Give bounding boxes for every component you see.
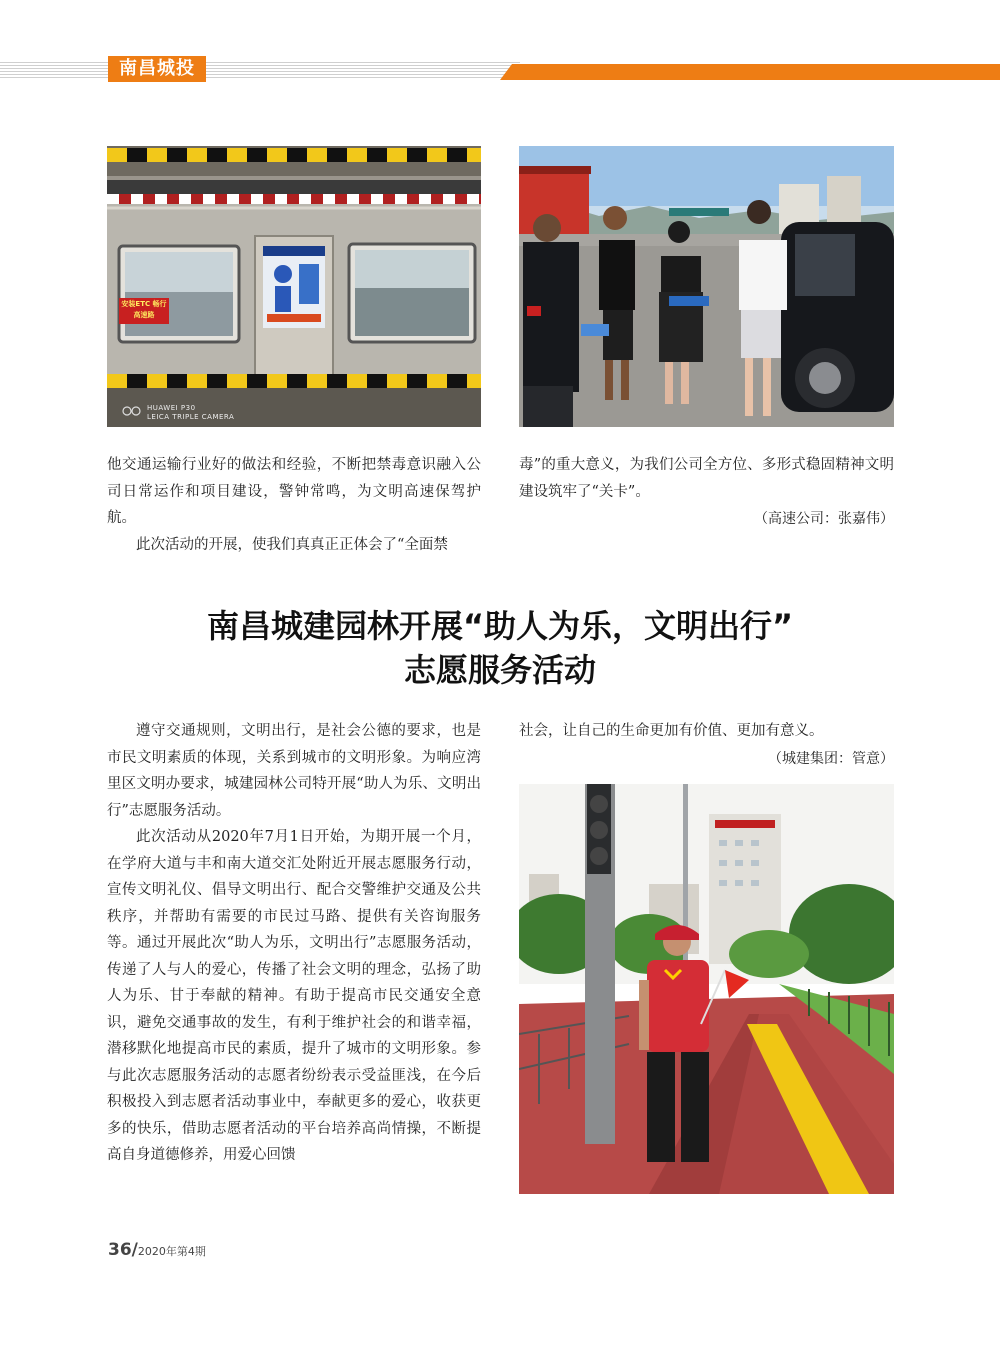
headline-line-2: 志愿服务活动 bbox=[403, 651, 596, 689]
article2-paragraph-3: 社会，让自己的生命更加有价值、更加有意义。 bbox=[519, 723, 824, 739]
article2-headline bbox=[100, 604, 900, 692]
article1-column2 bbox=[519, 452, 894, 505]
issue-label: 2020年第4期 bbox=[137, 1245, 206, 1258]
article1-paragraph-3: 毒”的重大意义，为我们公司全方位、多形式稳固精神文明建设筑牢了“关卡”。 bbox=[519, 457, 894, 500]
article2-byline: （城建集团：管意） bbox=[768, 751, 894, 767]
section-tag: 南昌城投 bbox=[108, 56, 206, 82]
header-stripes bbox=[0, 62, 520, 80]
article2-column1 bbox=[107, 718, 481, 1169]
article1-paragraph-1: 他交通运输行业好的做法和经验，不断把禁毒意识融入公司日常运作和项目建设，警钟常鸣，为文明高速保驾护航。 bbox=[107, 457, 481, 526]
article2-column2 bbox=[519, 718, 894, 745]
flyer-distribution-photo bbox=[519, 146, 894, 427]
page-footer bbox=[108, 1240, 206, 1260]
page-number: 36/ bbox=[108, 1240, 138, 1260]
article2-paragraph-1: 遵守交通规则，文明出行，是社会公德的要求，也是市民文明素质的体现，关系到城市的文明形象。为响应湾里区文明办要求，城建园林公司特开展“助人为乐、文明出行”志愿服务活动。 bbox=[107, 723, 481, 819]
header-orange-bar bbox=[500, 64, 1000, 80]
booth-sign-text: 安装ETC 畅行高速路 bbox=[121, 300, 167, 319]
article1-paragraph-2: 此次活动的开展，使我们真真正正体会了“全面禁 bbox=[136, 536, 448, 553]
camera-watermark-line2: LEICA TRIPLE CAMERA bbox=[147, 413, 235, 421]
toll-booth-photo bbox=[107, 146, 481, 427]
headline-line-1: 南昌城建园林开展“助人为乐，文明出行” bbox=[206, 607, 794, 645]
volunteer-crossing-photo bbox=[519, 784, 894, 1194]
article1-column1 bbox=[107, 452, 481, 558]
camera-watermark-line1: HUAWEI P30 bbox=[147, 404, 196, 412]
article2-paragraph-2: 此次活动从2020年7月1日开始，为期开展一个月，在学府大道与丰和南大道交汇处附近开展志愿服务行动，宣传文明礼仪、倡导文明出行、配合交警维护交通及公共秩序，并帮助有需要的市民过马路、提供有关咨询服务等。通过开展此次“助人为乐，文明出行”志愿服务活动，传递了人与人的爱心，传播了社会文明的理念，弘扬了助人为乐、甘于奉献的精神。有助于提高市民交通安全意识，避免交通事故的发生，有利于维护社会的和谐幸福，潜移默化地提高市民的素质，提升了城市的文明形象。参与此次志愿服务活动的志愿者纷纷表示受益匪浅，在今后积极投入到志愿者活动事业中，奉献更多的爱心，收获更多的快乐，借助志愿者活动的平台培养高尚情操，不断提高自身道德修养，用爱心回馈 bbox=[107, 829, 481, 1163]
article1-byline: （高速公司：张嘉伟） bbox=[754, 511, 894, 527]
